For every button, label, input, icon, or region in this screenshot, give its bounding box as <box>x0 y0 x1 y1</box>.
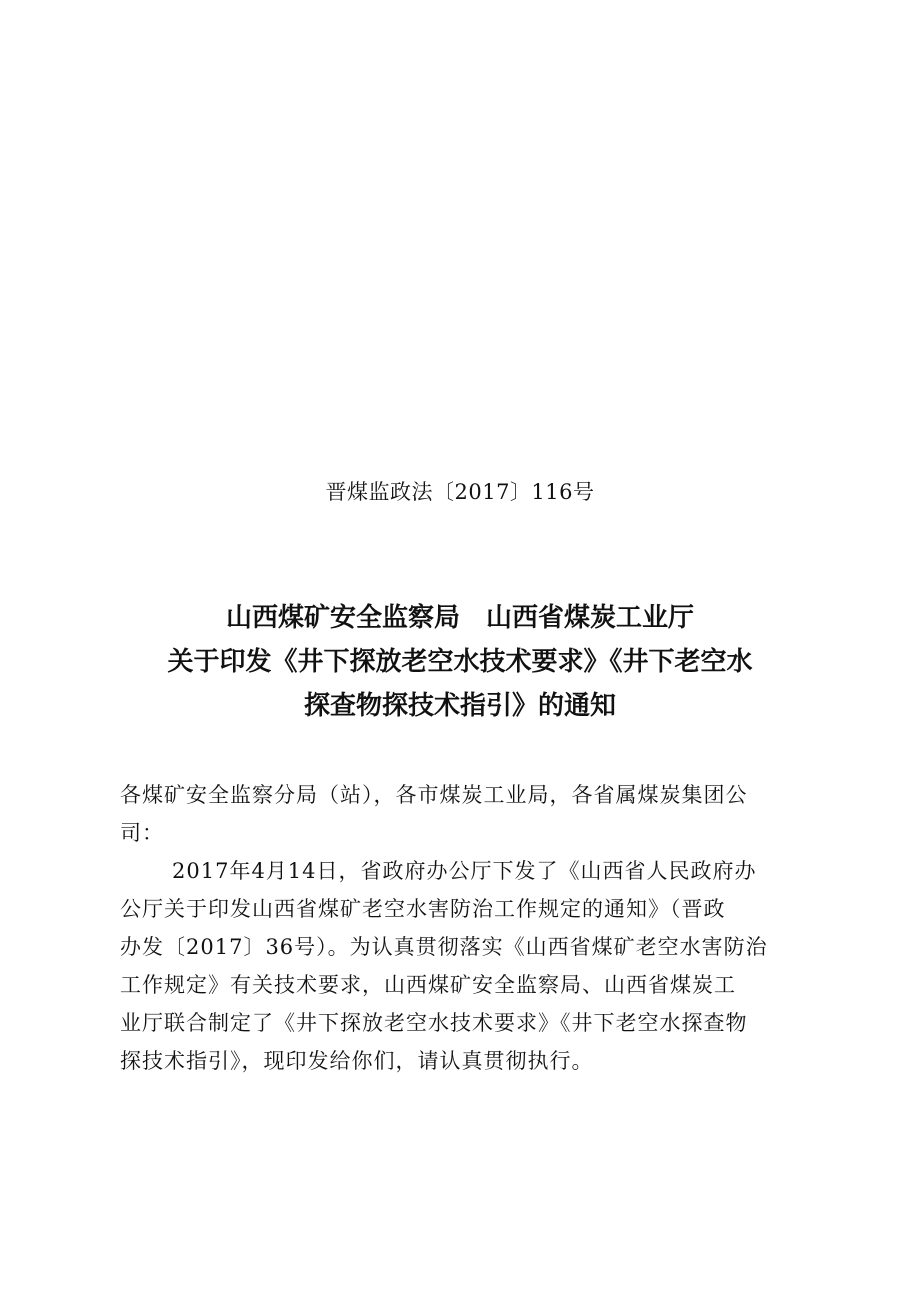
body-paragraph-line-6: 探技术指引》，现印发给你们，请认真贯彻执行。 <box>120 1049 594 1073</box>
title-line-3: 探查物探技术指引》的通知 <box>303 691 616 721</box>
title-line-1: 山西煤矿安全监察局 山西省煤炭工业厅 <box>225 603 694 633</box>
document-number: 晋煤监政法〔2017〕116号 <box>325 480 595 504</box>
addressee-line-1: 各煤矿安全监察分局（站），各市煤炭工业局，各省属煤炭集团公 <box>120 783 748 807</box>
body-paragraph-line-5: 业厅联合制定了《井下探放老空水技术要求》《井下老空水探查物 <box>120 1011 748 1035</box>
document-title <box>0 596 920 728</box>
body-paragraph-line-4: 工作规定》有关技术要求，山西煤矿安全监察局、山西省煤炭工 <box>120 973 736 997</box>
title-line-2: 关于印发《井下探放老空水技术要求》《井下老空水 <box>167 647 753 677</box>
body-paragraph-line-2: 公厅关于印发山西省煤矿老空水害防治工作规定的通知》（晋政 <box>120 897 726 921</box>
body-paragraph-line-3: 办发〔2017〕36号）。为认真贯彻落实《山西省煤矿老空水害防治 <box>120 935 768 959</box>
addressee-line-2: 司： <box>120 821 164 845</box>
document-body <box>120 776 810 1080</box>
body-paragraph-line-1: 2017年4月14日，省政府办公厅下发了《山西省人民政府办 <box>172 859 757 883</box>
